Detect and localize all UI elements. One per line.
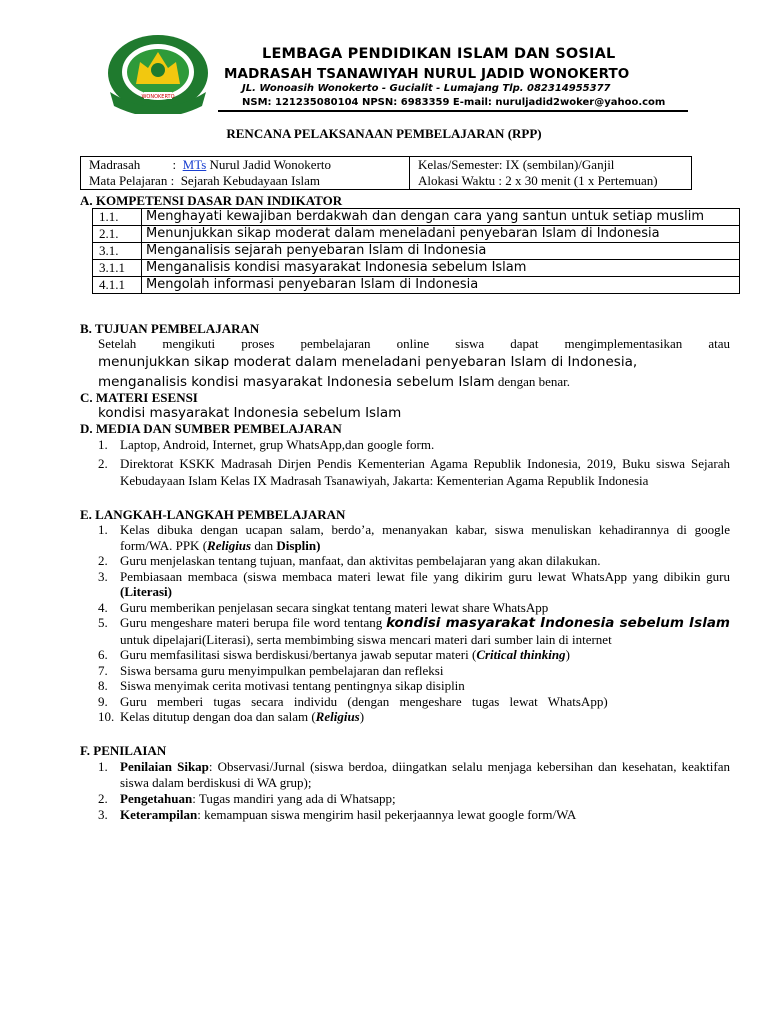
assessment-list [98, 759, 730, 823]
list-item: 5. Guru mengeshare materi berupa file word tentang kondisi masyarakat Indonesia sebelum Islam untuk dipelajari(Literasi), serta membimbing siswa mencari materi dari sumber lain di internet [98, 615, 730, 647]
section-d-heading: D. MEDIA DAN SUMBER PEMBELAJARAN [80, 421, 342, 436]
media-item: Laptop, Android, Internet, grup WhatsApp,dan google form. [120, 437, 435, 452]
page-title: RENCANA PELAKSANAAN PEMBELAJARAN (RPP) [226, 126, 542, 141]
section-a-heading: A. KOMPETENSI DASAR DAN INDIKATOR [80, 193, 343, 208]
section-c-heading: C. MATERI ESENSI [80, 390, 198, 405]
list-item: 6. Guru memfasilitasi siswa berdiskusi/bertanya jawab seputar materi (Critical thinking) [98, 647, 570, 662]
mapel-cell: Mata Pelajaran : Sejarah Kebudayaan Islam [81, 173, 410, 190]
step-text: ) [359, 709, 365, 724]
section-e-heading: E. LANGKAH-LANGKAH PEMBELAJARAN [80, 507, 346, 522]
alokasi-label: Alokasi Waktu [418, 173, 496, 188]
table-row [93, 209, 740, 226]
madrasah-value: Nurul Jadid Wonokerto [209, 157, 332, 172]
list-item: 3. Keterampilan: kemampuan siswa mengirim hasil pekerjaannya lewat google form/WA [98, 807, 577, 822]
school-address: JL. Wonoasih Wonokerto - Gucialit - Lumajang Tlp. 082314955377 [242, 83, 611, 94]
kd-text: Mengolah informasi penyebaran Islam di Indonesia [142, 277, 740, 294]
media-item: Direktorat KSKK Madrasah Dirjen Pendis Kementerian Agama Republik Indonesia, 2019, Buku siswa Sejarah Kebudayaan Islam Kelas IX Madrasah Tsanawiyah, Jakarta: Kementerian Agama Republik Indonesia [120, 456, 730, 488]
kd-num: 3.1.1 [93, 260, 142, 277]
alokasi-cell: Alokasi Waktu : 2 x 30 menit (1 x Pertemuan) [410, 173, 692, 190]
step-strong: Displin) [276, 537, 321, 553]
kd-text: Menganalisis sejarah penyebaran Islam di Indonesia [142, 243, 740, 260]
kelas-cell: Kelas/Semester: IX (sembilan)/Ganjil [410, 157, 692, 174]
assessment-label: Penilaian Sikap [120, 759, 209, 774]
list-item: 2. Guru menjelaskan tentang tujuan, manfaat, dan aktivitas pembelajaran yang akan dilakukan. [98, 553, 601, 568]
step-em: kondisi masyarakat Indonesia sebelum Islam [386, 615, 730, 631]
tujuan-line-end: dengan benar. [497, 374, 571, 389]
section-b-body [98, 336, 730, 392]
list-item: 3. Pembiasaan membaca (siswa membaca materi lewat file yang dikirim guru lewat WhatsApp yang dibikin guru (Literasi) [98, 568, 730, 599]
kelas-value: IX (sembilan)/Ganjil [505, 157, 615, 172]
table-row [93, 260, 740, 277]
school-name: MADRASAH TSANAWIYAH NURUL JADID WONOKERTO [224, 66, 630, 82]
assessment-text: : kemampuan siswa mengirim hasil pekerjaannya lewat google form/WA [197, 807, 577, 822]
assessment-label: Keterampilan [120, 807, 198, 822]
step-text: Guru menjelaskan tentang tujuan, manfaat, dan aktivitas pembelajaran yang akan dilakukan. [120, 553, 601, 568]
kd-text: Menghayati kewajiban berdakwah dan dengan cara yang santun untuk setiap muslim [142, 209, 740, 226]
kelas-label: Kelas/Semester [418, 157, 499, 172]
info-table [80, 156, 692, 190]
step-text: Siswa menyimak cerita motivasi tentang pentingnya sikap disiplin [120, 678, 465, 693]
step-text: Guru memfasilitasi siswa berdiskusi/bertanya jawab seputar materi ( [120, 647, 477, 662]
tujuan-line: Setelah mengikuti proses pembelajaran online siswa dapat mengimplementasikan atau [98, 336, 730, 351]
school-logo [106, 32, 210, 114]
step-text: untuk dipelajari(Literasi), serta membimbing siswa mencari materi dari sumber lain di internet [120, 631, 612, 647]
list-item: 10. Kelas ditutup dengan doa dan salam (Religius) [98, 709, 365, 724]
table-row [93, 277, 740, 294]
step-text: Guru mengeshare materi berupa file word tentang [120, 615, 387, 630]
list-item: 4. Guru memberikan penjelasan secara singkat tentang materi lewat share WhatsApp [98, 599, 549, 615]
mts-link[interactable]: MTs [182, 157, 207, 172]
step-em: Religius [207, 537, 252, 553]
step-text: dan [251, 537, 277, 553]
section-f-heading: F. PENILAIAN [80, 743, 167, 758]
mapel-value: Sejarah Kebudayaan Islam [180, 173, 321, 188]
letterhead-rule [218, 110, 688, 112]
assessment-label: Pengetahuan [120, 791, 193, 806]
list-item: 7. Siswa bersama guru menyimpulkan pembelajaran dan refleksi [98, 662, 444, 678]
kd-num: 2.1. [93, 226, 142, 243]
mapel-label: Mata Pelajaran [89, 173, 168, 188]
kd-num: 3.1. [93, 243, 142, 260]
institution-name: LEMBAGA PENDIDIKAN ISLAM DAN SOSIAL [262, 46, 616, 62]
list-item: 9. Guru memberi tugas secara individu (dengan mengeshare tugas lewat WhatsApp) [98, 693, 608, 709]
materi-text: kondisi masyarakat Indonesia sebelum Islam [98, 405, 402, 421]
assessment-text: : Tugas mandiri yang ada di Whatsapp; [192, 791, 396, 806]
alokasi-value: 2 x 30 menit (1 x Pertemuan) [505, 173, 658, 188]
madrasah-cell: Madrasah : MTs Nurul Jadid Wonokerto [81, 157, 410, 174]
kd-table [92, 208, 740, 294]
tujuan-line: menganalisis kondisi masyarakat Indonesia sebelum Islam [98, 374, 495, 390]
list-item: 8. Siswa menyimak cerita motivasi tentang pentingnya sikap disiplin [98, 678, 465, 693]
step-em: Critical thinking [476, 647, 566, 662]
list-item: 1. Penilaian Sikap: Observasi/Jurnal (siswa berdoa, diingatkan selalu menjaga kebersihan dan kesehatan, keaktifan siswa dalam berdiskusi di WA grup); [98, 759, 730, 790]
table-row [93, 226, 740, 243]
svg-text:WONOKERTO: WONOKERTO [141, 94, 175, 100]
list-item: 1. Kelas dibuka dengan ucapan salam, berdo’a, menanyakan kabar, siswa menuliskan kehadirannya di google form/WA. PPK (Religius dan Displin) [98, 522, 730, 553]
section-b-heading: B. TUJUAN PEMBELAJARAN [80, 321, 260, 336]
step-strong: (Literasi) [120, 584, 172, 599]
assessment-text: : Observasi/Jurnal (siswa berdoa, diingatkan selalu menjaga kebersihan dan kesehatan, keaktifan siswa dalam berdiskusi di WA grup); [120, 759, 730, 790]
school-ids: NSM: 121235080104 NPSN: 6983359 E-mail: nuruljadid2woker@yahoo.com [242, 97, 666, 108]
step-text: Kelas ditutup dengan doa dan salam ( [120, 709, 316, 724]
steps-list [98, 522, 730, 725]
step-text: ) [565, 647, 570, 662]
kd-num: 1.1. [93, 209, 142, 226]
step-em: Religius [315, 709, 360, 724]
madrasah-label: Madrasah [89, 157, 141, 172]
step-text: Guru memberi tugas secara individu (dengan mengeshare tugas lewat WhatsApp) [120, 693, 608, 709]
step-text: Guru memberikan penjelasan secara singkat tentang materi lewat share WhatsApp [120, 599, 549, 615]
media-list [98, 436, 730, 489]
step-text: Kelas dibuka dengan ucapan salam, berdo’a, menanyakan kabar, siswa menuliskan kehadirannya di google form/WA. PPK ( [120, 522, 730, 553]
tujuan-line: menunjukkan sikap moderat dalam meneladani penyebaran Islam di Indonesia, [98, 354, 638, 370]
kd-text: Menganalisis kondisi masyarakat Indonesia sebelum Islam [142, 260, 740, 277]
kd-text: Menunjukkan sikap moderat dalam meneladani penyebaran Islam di Indonesia [142, 226, 740, 243]
list-item: 2. Pengetahuan: Tugas mandiri yang ada di Whatsapp; [98, 791, 396, 806]
list-item: 2. Direktorat KSKK Madrasah Dirjen Pendis Kementerian Agama Republik Indonesia, 2019, Buku siswa Sejarah Kebudayaan Islam Kelas IX Madrasah Tsanawiyah, Jakarta: Kementerian Agama Republik Indonesia [98, 456, 730, 488]
table-row [93, 243, 740, 260]
kd-num: 4.1.1 [93, 277, 142, 294]
step-text: Siswa bersama guru menyimpulkan pembelajaran dan refleksi [120, 662, 444, 678]
step-text: Pembiasaan membaca (siswa membaca materi lewat file yang dikirim guru lewat WhatsApp yang dibikin guru [120, 568, 730, 584]
list-item: 1. Laptop, Android, Internet, grup WhatsApp,dan google form. [98, 437, 435, 452]
